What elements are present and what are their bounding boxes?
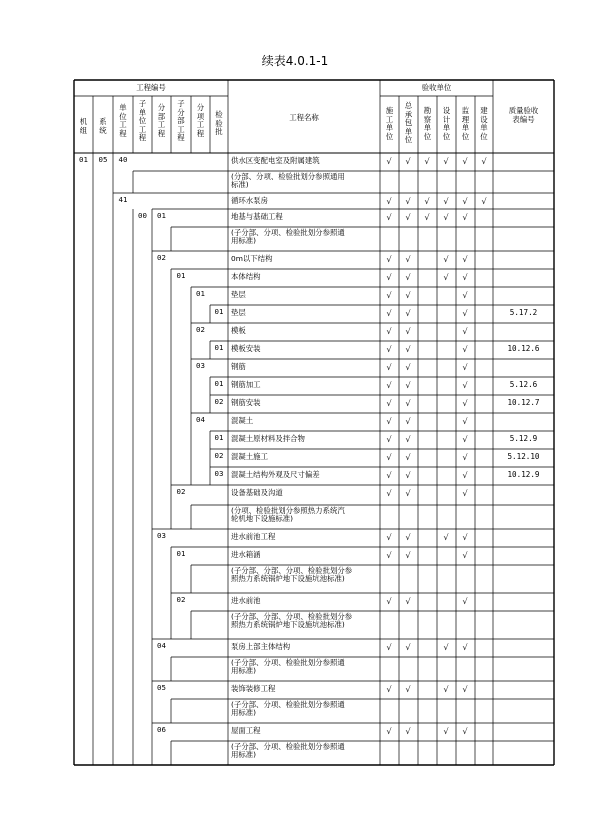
table-row-table-no: 10.12.9 [507, 470, 540, 479]
table-row-code: 01 [214, 433, 224, 442]
table-row-name: (子分部、分部、分项、检验批划分参 照热力系统锅炉地下设施坑池标准) [231, 612, 353, 630]
check-mark: √ [405, 273, 411, 282]
check-mark: √ [405, 727, 411, 736]
check-mark: √ [424, 197, 430, 206]
table-row-table-no: 5.12.10 [507, 452, 540, 461]
check-mark: √ [481, 197, 487, 206]
table-row-name: (子分部、分项、检验批划分参照通 用标准) [231, 700, 345, 718]
column-header-unit-3: 设 计 单 位 [442, 106, 451, 141]
check-mark: √ [386, 727, 392, 736]
table-row-code: 01 [214, 307, 224, 316]
check-mark: √ [405, 197, 411, 206]
table-row-name: 设备基础及沟道 [231, 488, 283, 497]
check-mark: √ [405, 157, 411, 166]
column-header-code-4: 分 部 工 程 [157, 103, 166, 138]
table-row-code: 04 [157, 641, 166, 650]
check-mark: √ [462, 345, 468, 354]
column-header-code-2: 单 位 工 程 [119, 103, 127, 138]
table-row-table-no: 5.12.9 [509, 434, 538, 443]
check-mark: √ [386, 435, 392, 444]
table-row-name: (子分部、分项、检验批划分参照通 用标准) [231, 228, 345, 246]
table-row-code: 02 [176, 487, 186, 496]
column-header-table-no: 质量验收 表编号 [508, 106, 539, 124]
check-mark: √ [443, 213, 449, 222]
table-row-name: 模板安装 [231, 344, 261, 353]
check-mark: √ [386, 685, 392, 694]
table-row-name: 钢筋加工 [231, 380, 261, 389]
check-mark: √ [443, 533, 449, 542]
table-row-name: 垫层 [231, 308, 246, 317]
check-mark: √ [386, 213, 392, 222]
check-mark: √ [462, 399, 468, 408]
check-mark: √ [386, 643, 392, 652]
table-row-name: 屋面工程 [231, 726, 261, 735]
check-mark: √ [462, 489, 468, 498]
check-mark: √ [386, 345, 392, 354]
check-mark: √ [462, 685, 468, 694]
page-title: 续表4.0.1-1 [261, 54, 329, 68]
check-mark: √ [405, 291, 411, 300]
check-mark: √ [405, 213, 411, 222]
check-mark: √ [405, 471, 411, 480]
check-mark: √ [443, 273, 449, 282]
table-row-code: 02 [214, 451, 224, 460]
table-row-name: 混凝土结构外观及尺寸偏差 [231, 470, 320, 479]
check-mark: √ [405, 327, 411, 336]
table-row-table-no: 10.12.7 [507, 398, 540, 407]
check-mark: √ [386, 255, 392, 264]
check-mark: √ [462, 471, 468, 480]
check-mark: √ [462, 453, 468, 462]
table-row-name: 供水区变配电室及附属建筑 [231, 156, 320, 165]
check-mark: √ [462, 727, 468, 736]
check-mark: √ [443, 643, 449, 652]
check-mark: √ [462, 197, 468, 206]
table-row-code: 04 [196, 415, 205, 424]
table-row-code: 03 [196, 361, 205, 370]
check-mark: √ [386, 327, 392, 336]
check-mark: √ [443, 197, 449, 206]
table-row-name: 垫层 [231, 290, 246, 299]
table-row-name: 模板 [231, 326, 246, 335]
table-row-code: 02 [157, 253, 166, 262]
check-mark: √ [462, 327, 468, 336]
table-row-name: 钢筋 [231, 362, 246, 371]
table-row-name: (分部、分项、检验批划分参照通用 标准) [231, 172, 345, 190]
check-mark: √ [462, 533, 468, 542]
check-mark: √ [462, 291, 468, 300]
table-row-name: 混凝土施工 [231, 452, 268, 461]
check-mark: √ [405, 309, 411, 318]
table-row-name: 进水前池工程 [231, 532, 276, 541]
table-row-code: 01 [196, 289, 205, 298]
table-row-name: 本体结构 [231, 272, 261, 281]
table-row-name: 装饰装修工程 [231, 684, 276, 693]
check-mark: √ [443, 685, 449, 694]
table-row-table-no: 5.17.2 [509, 308, 538, 317]
check-mark: √ [386, 551, 392, 560]
table-row-code: 02 [214, 397, 224, 406]
table-row-code: 01 [157, 211, 166, 220]
column-header-unit-2: 勘 察 单 位 [423, 106, 432, 141]
check-mark: √ [405, 489, 411, 498]
table-row-code: 01 [214, 343, 224, 352]
table-row-code: 03 [157, 531, 166, 540]
check-mark: √ [405, 533, 411, 542]
table-row-code: 05 [157, 683, 166, 692]
check-mark: √ [405, 643, 411, 652]
column-header-code-5: 子 分 部 工 程 [177, 99, 185, 143]
table-row-name: (子分部、分项、检验批划分参照通 用标准) [231, 742, 345, 760]
table-row-name: 进水箱涵 [231, 550, 261, 559]
check-mark: √ [386, 471, 392, 480]
check-mark: √ [386, 489, 392, 498]
check-mark: √ [424, 157, 430, 166]
column-header-code-0: 机 组 [79, 117, 88, 135]
check-mark: √ [443, 727, 449, 736]
check-mark: √ [405, 345, 411, 354]
column-header-code-7: 检 验 批 [215, 110, 223, 137]
table-row-name: 混凝土原材料及拌合物 [231, 434, 305, 443]
table-row-name: 泵房上部主体结构 [231, 642, 291, 651]
column-header-unit-4: 监 理 单 位 [461, 106, 470, 141]
check-mark: √ [462, 309, 468, 318]
check-mark: √ [386, 363, 392, 372]
table-row-name: (分项、检验批划分参照热力系统汽 轮机地下设施标准) [231, 506, 345, 524]
check-mark: √ [386, 399, 392, 408]
table-row-name: 钢筋安装 [231, 398, 261, 407]
check-mark: √ [386, 197, 392, 206]
check-mark: √ [443, 157, 449, 166]
table-row-code: 01 [214, 379, 224, 388]
check-mark: √ [405, 255, 411, 264]
table-row-code: 01 [79, 155, 88, 164]
check-mark: √ [405, 381, 411, 390]
check-mark: √ [443, 255, 449, 264]
check-mark: √ [424, 213, 430, 222]
group-header-engineering-code: 工程编号 [136, 83, 166, 92]
check-mark: √ [405, 597, 411, 606]
check-mark: √ [481, 157, 487, 166]
table-row-name: 循环水泵房 [231, 196, 268, 205]
table-row-name: (子分部、分项、检验批划分参照通 用标准) [231, 658, 345, 676]
table-row-code: 03 [214, 469, 224, 478]
check-mark: √ [386, 381, 392, 390]
column-header-unit-1: 总 承 包 单 位 [404, 101, 413, 145]
check-mark: √ [462, 363, 468, 372]
check-mark: √ [405, 551, 411, 560]
check-mark: √ [462, 435, 468, 444]
check-mark: √ [405, 453, 411, 462]
check-mark: √ [386, 417, 392, 426]
check-mark: √ [405, 399, 411, 408]
column-header-code-1: 系 统 [99, 117, 107, 135]
check-mark: √ [462, 213, 468, 222]
column-header-unit-5: 建 设 单 位 [480, 106, 488, 141]
column-header-code-6: 分 项 工 程 [196, 103, 205, 138]
table-row-code: 01 [176, 549, 186, 558]
table-row-table-no: 5.12.6 [509, 380, 538, 389]
check-mark: √ [386, 453, 392, 462]
check-mark: √ [462, 381, 468, 390]
table-row-code: 00 [138, 211, 147, 220]
check-mark: √ [462, 597, 468, 606]
check-mark: √ [405, 363, 411, 372]
table-row-name: 进水前池 [231, 596, 261, 605]
table-row-code: 06 [157, 725, 166, 734]
column-header-code-3: 子 单 位 工 程 [138, 99, 147, 143]
check-mark: √ [386, 291, 392, 300]
table-row-code: 02 [176, 595, 186, 604]
check-mark: √ [462, 417, 468, 426]
group-header-acceptance-units: 验收单位 [421, 83, 452, 92]
column-header-name: 工程名称 [289, 113, 319, 122]
check-mark: √ [386, 597, 392, 606]
table-row-name: 地基与基础工程 [231, 212, 283, 221]
check-mark: √ [386, 533, 392, 542]
check-mark: √ [405, 685, 411, 694]
table-row-name: 混凝土 [231, 416, 254, 425]
check-mark: √ [462, 551, 468, 560]
table-row-code: 01 [176, 271, 186, 280]
check-mark: √ [386, 157, 392, 166]
check-mark: √ [386, 273, 392, 282]
table-row-code: 05 [98, 155, 108, 164]
check-mark: √ [462, 643, 468, 652]
table-row-code: 02 [196, 325, 205, 334]
check-mark: √ [462, 273, 468, 282]
check-mark: √ [462, 255, 468, 264]
table-row-table-no: 10.12.6 [507, 344, 540, 353]
column-header-unit-0: 施 工 单 位 [385, 106, 394, 141]
check-mark: √ [386, 309, 392, 318]
check-mark: √ [405, 435, 411, 444]
table-row-name: (子分部、分部、分项、检验批划分参 照热力系统锅炉地下设施坑池标准) [231, 566, 353, 584]
table-row-code: 41 [118, 195, 128, 204]
table-row-name: 0m以下结构 [231, 254, 273, 263]
table-row-code: 40 [118, 155, 128, 164]
check-mark: √ [405, 417, 411, 426]
check-mark: √ [462, 157, 468, 166]
